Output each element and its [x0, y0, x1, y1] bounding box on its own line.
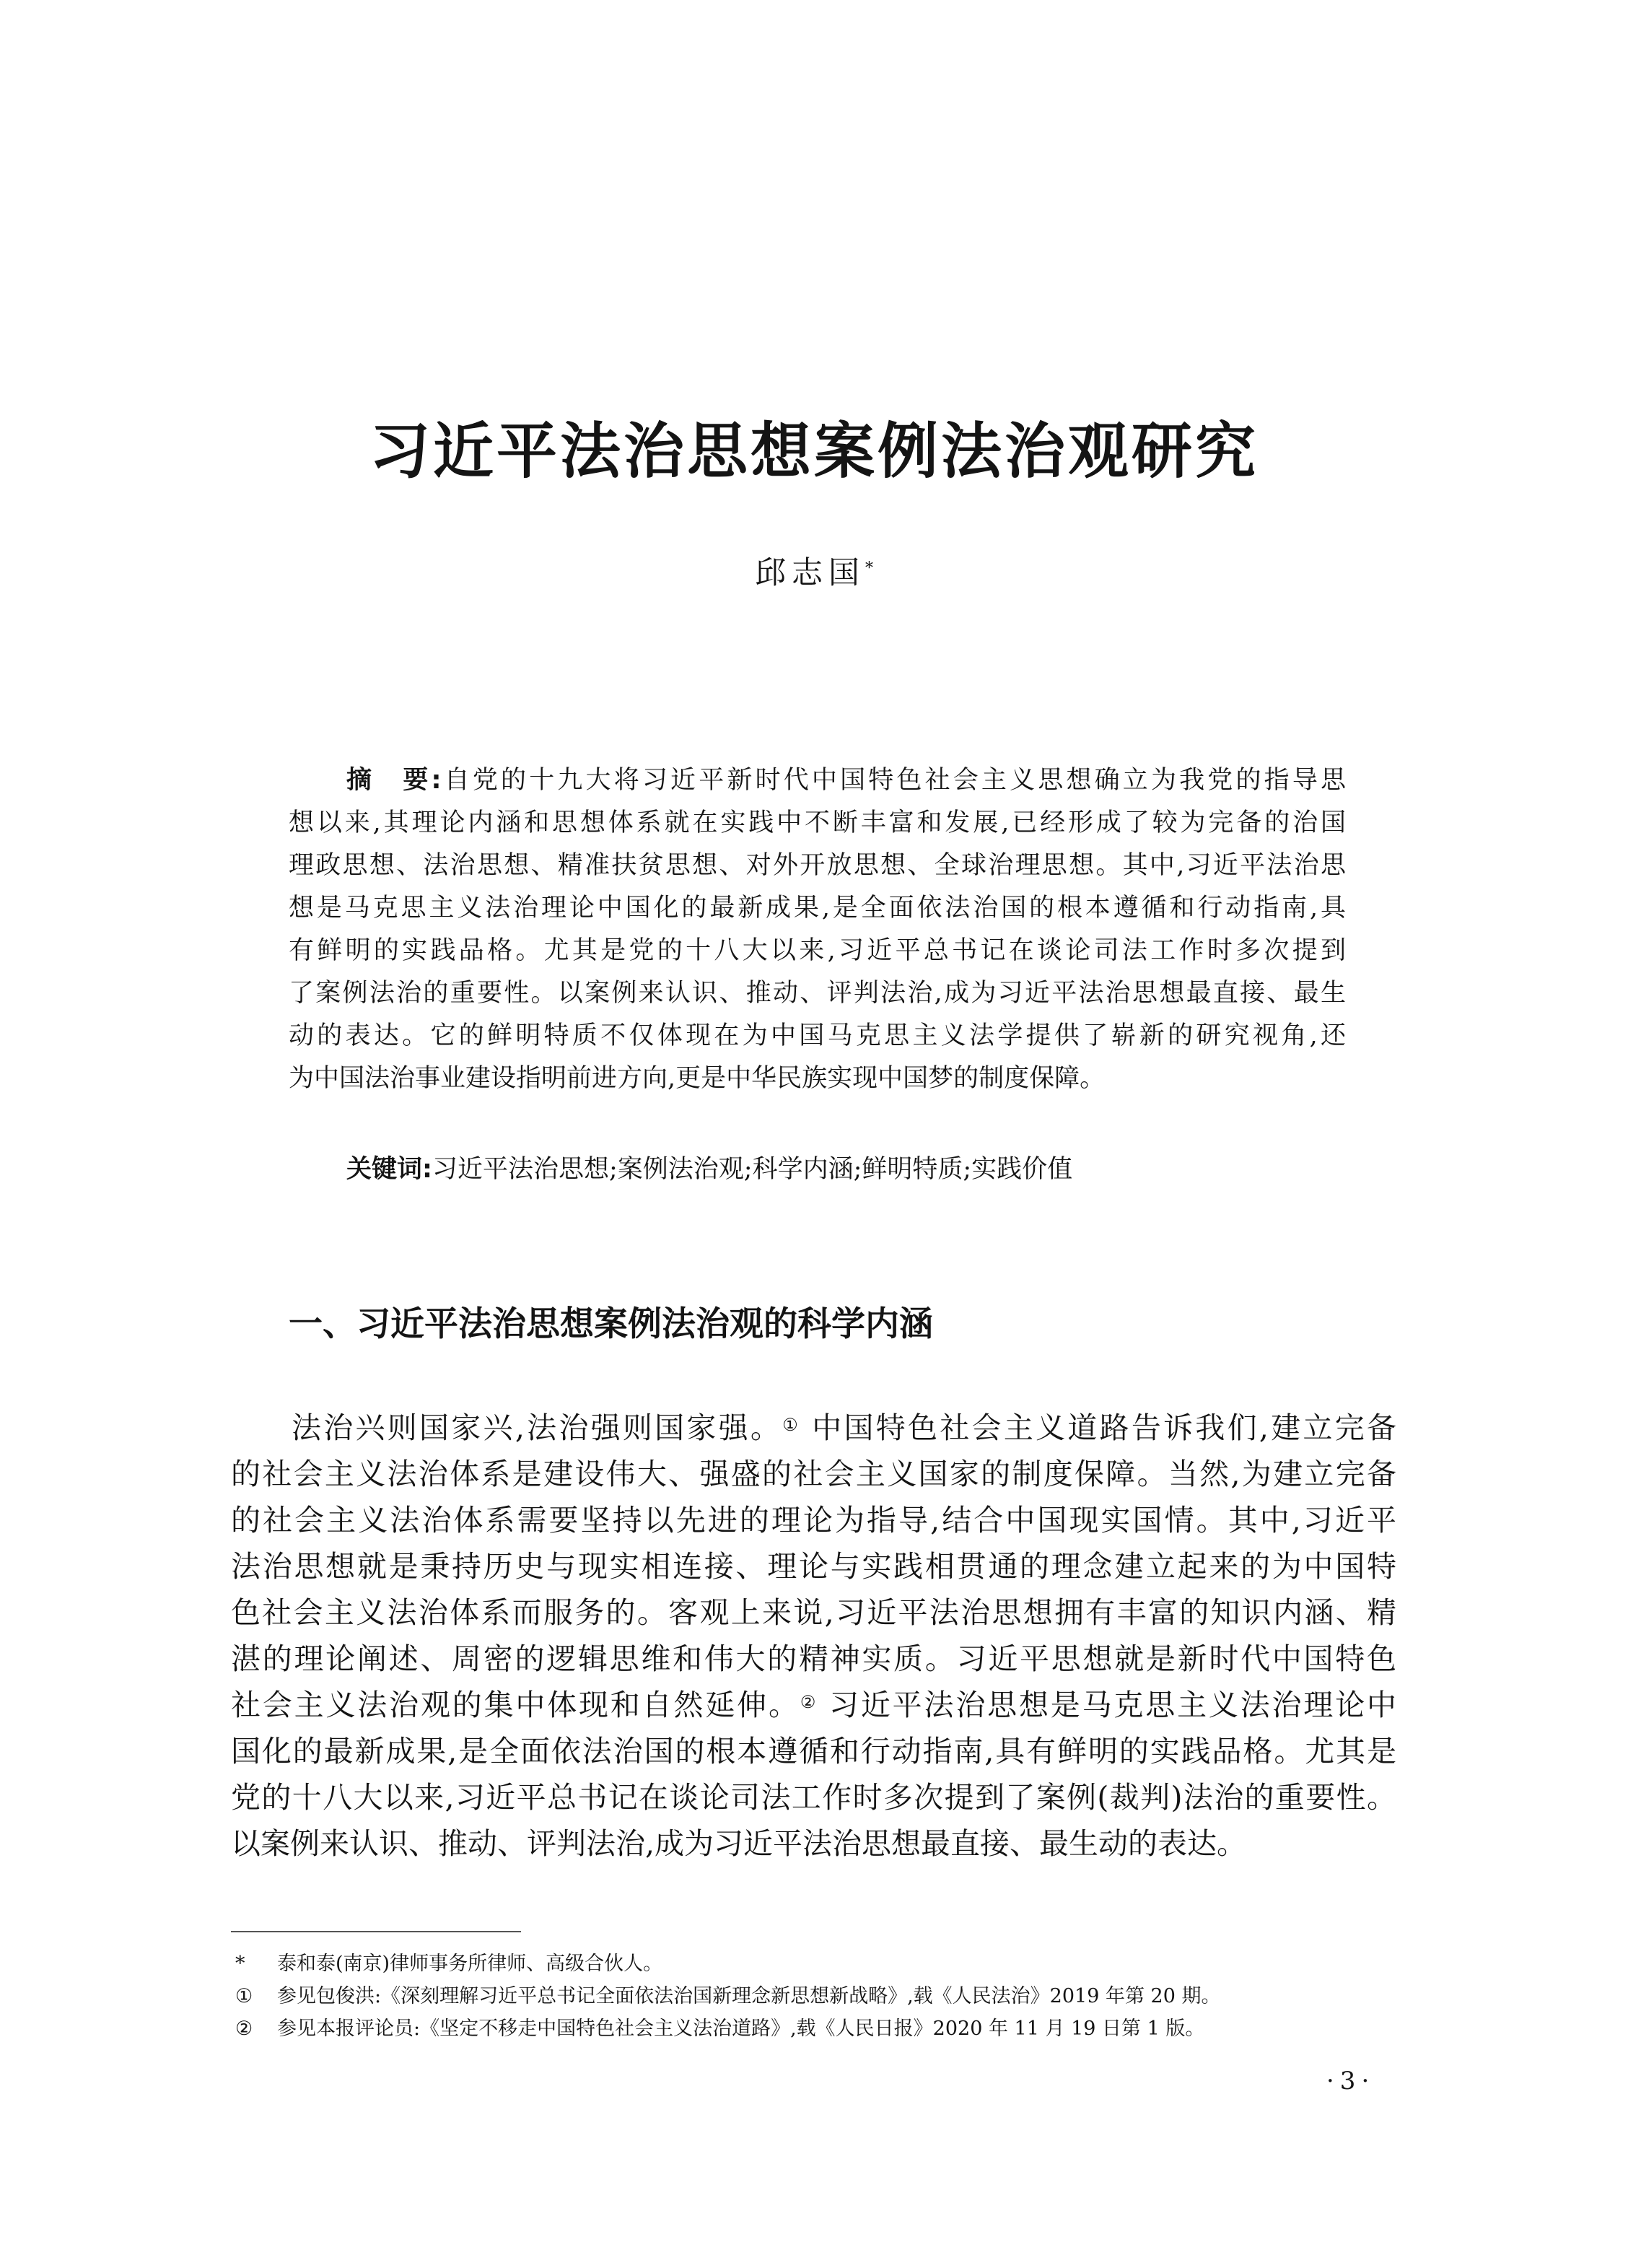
- footnotes: [231, 1948, 1396, 2045]
- footnote-item: [231, 1948, 1396, 1980]
- abstract-line: 有鲜明的实践品格。尤其是党的十八大以来,习近平总书记在谈论司法工作时多次提到: [289, 936, 1346, 965]
- body-text-segment: 社会主义法治观的集中体现和自然延伸。: [231, 1688, 800, 1722]
- keywords: [346, 1148, 1072, 1191]
- paper-title: 习近平法治思想案例法治观研究: [369, 416, 1259, 487]
- abstract-line-text: 自党的十九大将习近平新时代中国特色社会主义思想确立为我党的指导思: [441, 766, 1346, 795]
- abstract-line: 动的表达。它的鲜明特质不仅体现在为中国马克思主义法学提供了崭新的研究视角,还: [289, 1021, 1346, 1050]
- body-paragraph: [231, 1405, 1396, 1867]
- abstract-line: [289, 759, 1346, 802]
- keywords-text: 习近平法治思想;案例法治观;科学内涵;鲜明特质;实践价值: [432, 1155, 1073, 1184]
- abstract-label: 摘 要:: [346, 766, 442, 795]
- footnote-text: 泰和泰(南京)律师事务所律师、高级合伙人。: [277, 1953, 663, 1975]
- body-line: 国化的最新成果,是全面依法治国的根本遵循和行动指南,具有鲜明的实践品格。尤其是: [231, 1734, 1396, 1768]
- body-line: 党的十八大以来,习近平总书记在谈论司法工作时多次提到了案例(裁判)法治的重要性。: [231, 1780, 1396, 1815]
- abstract-line: 了案例法治的重要性。以案例来认识、推动、评判法治,成为习近平法治思想最直接、最生: [289, 979, 1346, 1008]
- abstract: [289, 759, 1346, 1100]
- footnote-mark: ②: [235, 2018, 253, 2040]
- page-number: ·3·: [1326, 2067, 1375, 2095]
- keywords-label: 关键词:: [346, 1155, 432, 1184]
- body-line: 湛的理论阐述、周密的逻辑思维和伟大的精神实质。习近平思想就是新时代中国特色: [231, 1641, 1396, 1676]
- body-line: 法治思想就是秉持历史与现实相连接、理论与实践相贯通的理念建立起来的为中国特: [231, 1549, 1396, 1584]
- footnote-text: 参见本报评论员:《坚定不移走中国特色社会主义法治道路》,载《人民日报》2020 年 11 月 19 日第 1 版。: [277, 2018, 1205, 2040]
- footnote-ref[interactable]: ①: [782, 1415, 800, 1435]
- body-line: 的社会主义法治体系是建设伟大、强盛的社会主义国家的制度保障。当然,为建立完备: [231, 1457, 1396, 1491]
- abstract-line: 想是马克思主义法治理论中国化的最新成果,是全面依法治国的根本遵循和行动指南,具: [289, 894, 1346, 923]
- footnote-item: [231, 2012, 1396, 2045]
- author-name: [0, 551, 1628, 595]
- footnote-divider: [231, 1931, 521, 1932]
- body-line: 的社会主义法治体系需要坚持以先进的理论为指导,结合中国现实国情。其中,习近平: [231, 1503, 1396, 1538]
- footnote-text: 参见包俊洪:《深刻理解习近平总书记全面依法治国新理念新思想新战略》,载《人民法治》2019 年第 20 期。: [277, 1985, 1221, 2007]
- body-line: 色社会主义法治体系而服务的。客观上来说,习近平法治思想拥有丰富的知识内涵、精: [231, 1595, 1396, 1630]
- section-heading: 一、习近平法治思想案例法治观的科学内涵: [289, 1304, 933, 1344]
- body-text-segment: 习近平法治思想是马克思主义法治理论中: [818, 1688, 1397, 1722]
- body-line: [231, 1682, 1396, 1728]
- footnote-ref[interactable]: ②: [800, 1692, 818, 1712]
- body-text-segment: 法治兴则国家兴,法治强则国家强。: [292, 1410, 783, 1445]
- footnote-mark: ①: [235, 1985, 253, 2007]
- abstract-line: 为中国法治事业建设指明前进方向,更是中华民族实现中国梦的制度保障。: [289, 1064, 1106, 1093]
- body-line: 以案例来认识、推动、评判法治,成为习近平法治思想最直接、最生动的表达。: [231, 1826, 1247, 1861]
- footnote-item: [231, 1980, 1396, 2012]
- author-name-text: 邱志国: [755, 555, 865, 591]
- abstract-line: 理政思想、法治思想、精准扶贫思想、对外开放思想、全球治理思想。其中,习近平法治思: [289, 851, 1346, 880]
- body-line: [231, 1405, 1396, 1451]
- body-text-segment: 中国特色社会主义道路告诉我们,建立完备: [800, 1410, 1396, 1445]
- abstract-line: 想以来,其理论内涵和思想体系就在实践中不断丰富和发展,已经形成了较为完备的治国: [289, 808, 1346, 837]
- author-footnote-mark: *: [865, 559, 873, 577]
- footnote-mark: *: [235, 1953, 245, 1975]
